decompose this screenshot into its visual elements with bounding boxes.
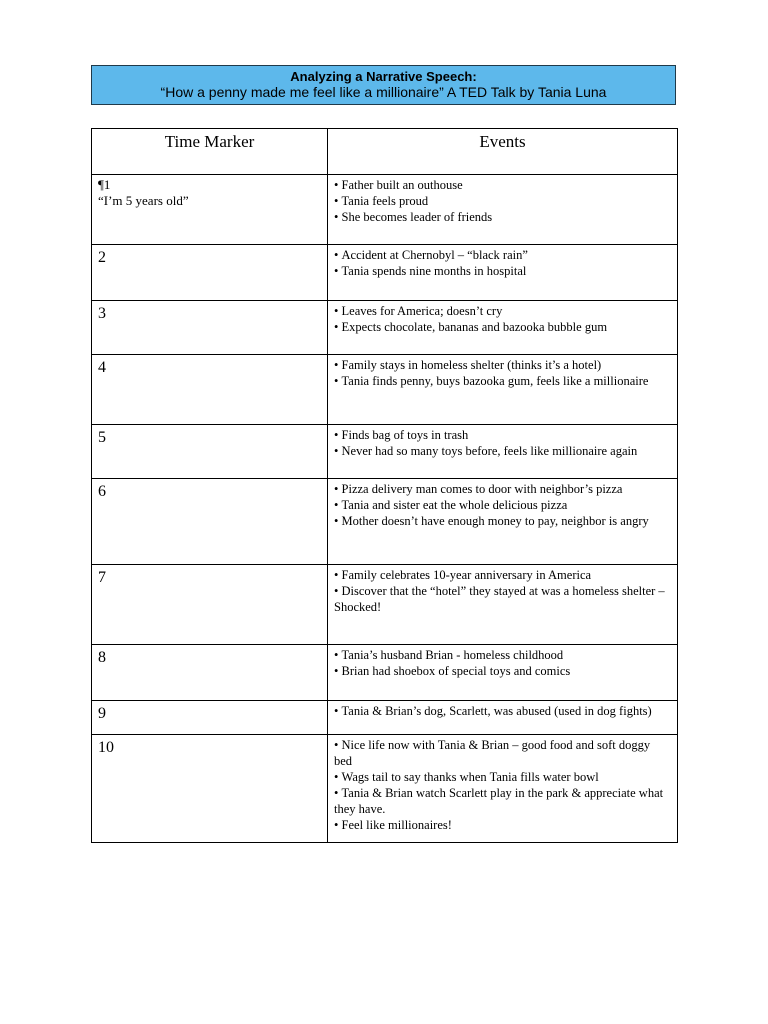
events-list — [334, 303, 671, 335]
event-item: • Pizza delivery man comes to door with neighbor’s pizza — [334, 481, 671, 497]
events-list — [334, 481, 671, 529]
table-row — [92, 735, 678, 843]
table-row — [92, 175, 678, 245]
event-item: • Tania feels proud — [334, 193, 671, 209]
events-list — [334, 737, 671, 833]
events-cell — [328, 479, 678, 565]
events-list — [334, 357, 671, 389]
time-marker-cell — [92, 479, 328, 565]
time-marker: ¶1 — [98, 177, 111, 192]
event-item: • Discover that the “hotel” they stayed at was a homeless shelter – Shocked! — [334, 583, 671, 615]
event-item: • Leaves for America; doesn’t cry — [334, 303, 671, 319]
event-item: • Wags tail to say thanks when Tania fills water bowl — [334, 769, 671, 785]
event-item: • Feel like millionaires! — [334, 817, 671, 833]
table-row — [92, 645, 678, 701]
document-title: Analyzing a Narrative Speech: — [290, 69, 477, 84]
event-item: • She becomes leader of friends — [334, 209, 671, 225]
table-row — [92, 355, 678, 425]
events-list — [334, 177, 671, 225]
events-list — [334, 427, 671, 459]
event-item: • Tania and sister eat the whole delicious pizza — [334, 497, 671, 513]
events-cell — [328, 701, 678, 735]
table-header-row — [92, 129, 678, 175]
event-item: • Expects chocolate, bananas and bazooka bubble gum — [334, 319, 671, 335]
table-row — [92, 425, 678, 479]
time-marker: 4 — [98, 359, 106, 376]
time-marker: 7 — [98, 569, 106, 586]
events-list — [334, 703, 671, 719]
event-item: • Tania finds penny, buys bazooka gum, feels like a millionaire — [334, 373, 671, 389]
time-marker-cell — [92, 175, 328, 245]
event-item: • Accident at Chernobyl – “black rain” — [334, 247, 671, 263]
time-marker-cell — [92, 301, 328, 355]
events-cell — [328, 425, 678, 479]
time-marker-cell — [92, 645, 328, 701]
time-marker: 8 — [98, 649, 106, 666]
events-list — [334, 247, 671, 279]
events-list — [334, 567, 671, 615]
table-body — [92, 175, 678, 843]
events-list — [334, 647, 671, 679]
time-marker-cell — [92, 701, 328, 735]
time-marker-cell — [92, 245, 328, 301]
event-item: • Tania & Brian’s dog, Scarlett, was abused (used in dog fights) — [334, 703, 671, 719]
time-marker-note: “I’m 5 years old” — [98, 193, 189, 208]
event-item: • Tania’s husband Brian - homeless childhood — [334, 647, 671, 663]
events-cell — [328, 301, 678, 355]
events-cell — [328, 565, 678, 645]
table-row — [92, 245, 678, 301]
time-marker: 10 — [98, 739, 114, 756]
event-item: • Finds bag of toys in trash — [334, 427, 671, 443]
event-item: • Never had so many toys before, feels like millionaire again — [334, 443, 671, 459]
document-subtitle: “How a penny made me feel like a millionaire” A TED Talk by Tania Luna — [160, 84, 607, 100]
events-cell — [328, 175, 678, 245]
time-marker-cell — [92, 425, 328, 479]
table-row — [92, 701, 678, 735]
time-marker: 5 — [98, 429, 106, 446]
event-item: • Tania spends nine months in hospital — [334, 263, 671, 279]
time-marker-cell — [92, 735, 328, 843]
event-item: • Family stays in homeless shelter (thinks it’s a hotel) — [334, 357, 671, 373]
time-marker: 3 — [98, 305, 106, 322]
events-table — [91, 128, 678, 843]
table-row — [92, 301, 678, 355]
time-marker: 2 — [98, 249, 106, 266]
table-row — [92, 479, 678, 565]
event-item: • Mother doesn’t have enough money to pay, neighbor is angry — [334, 513, 671, 529]
event-item: • Brian had shoebox of special toys and comics — [334, 663, 671, 679]
event-item: • Family celebrates 10-year anniversary in America — [334, 567, 671, 583]
column-header-events: Events — [328, 129, 678, 175]
time-marker: 6 — [98, 483, 106, 500]
table-row — [92, 565, 678, 645]
title-banner — [91, 65, 676, 105]
events-cell — [328, 245, 678, 301]
time-marker-cell — [92, 355, 328, 425]
events-cell — [328, 735, 678, 843]
events-cell — [328, 645, 678, 701]
events-cell — [328, 355, 678, 425]
time-marker-cell — [92, 565, 328, 645]
event-item: • Nice life now with Tania & Brian – good food and soft doggy bed — [334, 737, 671, 769]
event-item: • Tania & Brian watch Scarlett play in the park & appreciate what they have. — [334, 785, 671, 817]
column-header-time-marker: Time Marker — [92, 129, 328, 175]
event-item: • Father built an outhouse — [334, 177, 671, 193]
time-marker: 9 — [98, 705, 106, 722]
